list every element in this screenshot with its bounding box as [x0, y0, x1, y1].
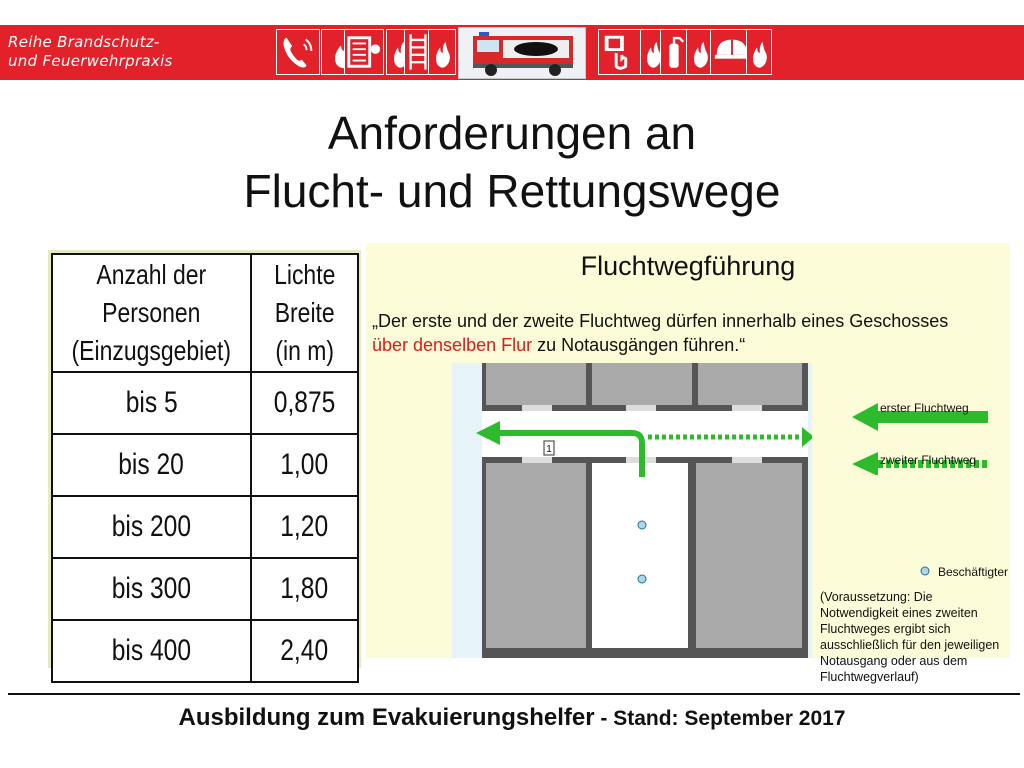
cell-persons-text: bis 5 [125, 386, 178, 419]
quote-line-2 [372, 333, 948, 357]
cell-width [251, 496, 358, 558]
lower-door-3 [732, 457, 762, 463]
legend-employee-marker [919, 565, 931, 577]
upper-door-2 [626, 405, 656, 411]
table-row [52, 496, 358, 558]
cell-width-text: 1,00 [280, 448, 329, 481]
lower-room-3 [696, 463, 802, 648]
alarm-button-icon [598, 29, 642, 75]
quote-highlight: über denselben Flur [372, 335, 533, 355]
upper-room-2 [592, 363, 692, 405]
cell-width-text: 0,875 [273, 386, 336, 419]
floor-plan [452, 363, 812, 658]
cell-persons [52, 558, 251, 620]
employee-marker-2 [638, 575, 646, 583]
legend-second-route-label: zweiter Fluchtweg [880, 453, 977, 467]
phone-icon [276, 29, 320, 75]
footer-course-title: Ausbildung zum Evakuierungshelfer [178, 704, 595, 731]
fire-flame-icon-6 [746, 29, 772, 75]
cell-width [251, 372, 358, 434]
legend-employee-label: Beschäftigter [938, 565, 1009, 579]
header-banner [0, 25, 1024, 80]
cell-width [251, 620, 358, 682]
cell-width-text: 1,80 [280, 572, 329, 605]
cell-width [251, 558, 358, 620]
table-row [52, 558, 358, 620]
lower-door-1 [522, 457, 552, 463]
series-title [8, 33, 173, 71]
regulation-quote [372, 309, 948, 357]
series-line-1: Reihe Brandschutz- [8, 33, 160, 51]
cell-persons-text: bis 300 [111, 572, 191, 605]
upper-room-1 [486, 363, 586, 405]
persons-width-table [51, 253, 359, 683]
exit-sign-label: 1 [546, 444, 552, 455]
header-width [260, 254, 348, 372]
cell-persons-text: bis 400 [111, 634, 191, 667]
header-width-line-2: (in m) [274, 335, 334, 366]
slide-title [0, 104, 1024, 220]
header-persons [70, 254, 233, 372]
panel-heading: Fluchtwegführung [580, 251, 796, 281]
legend-first-route-label: erster Fluchtweg [880, 401, 969, 415]
table-row [52, 620, 358, 682]
cell-width [251, 434, 358, 496]
header-persons-line-2: (Einzugsgebiet) [71, 335, 232, 366]
footer [0, 704, 1024, 732]
legend-second-route-arrow [852, 452, 878, 475]
series-line-2: und Feuerwehrpraxis [8, 52, 173, 70]
title-line-2: Flucht- und Rettungswege [243, 165, 781, 217]
cell-persons [52, 434, 251, 496]
upper-door-3 [732, 405, 762, 411]
quote-line-1: „Der erste und der zweite Fluchtweg dürfen innerhalb eines Geschosses [372, 311, 949, 331]
cell-persons-text: bis 200 [111, 510, 191, 543]
header-persons-line-1: Anzahl der Personen [96, 259, 207, 328]
cell-persons-text: bis 20 [118, 448, 185, 481]
floor-plan-drawing [452, 363, 812, 658]
fire-truck-icon [458, 27, 586, 79]
extinguisher-icon [660, 29, 688, 75]
lower-room-1 [486, 463, 586, 648]
upper-room-3 [698, 363, 802, 405]
persons-width-table-frame [48, 250, 361, 668]
quote-rest: zu Notausgängen führen.“ [532, 335, 746, 355]
title-line-1: Anforderungen an [327, 107, 697, 159]
table-row [52, 434, 358, 496]
footer-date: - Stand: September 2017 [594, 707, 846, 730]
precondition-note: (Voraussetzung: Die Notwendigkeit eines zweiten Fluchtweges ergibt sich ausschließlich für den jeweiligen Notausgang oder aus dem Fluchtwegverlauf) [820, 590, 1000, 684]
cell-persons [52, 620, 251, 682]
upper-door-1 [522, 405, 552, 411]
employee-marker-1 [638, 521, 646, 529]
table-row [52, 372, 358, 434]
header-width-line-1: Lichte Breite [273, 259, 335, 328]
table-header-row [52, 254, 358, 372]
escape-route-panel [366, 243, 1010, 684]
footer-divider [8, 693, 1020, 695]
cell-width-text: 2,40 [280, 634, 329, 667]
fire-flame-icon-3 [428, 29, 456, 75]
cell-width-text: 1,20 [280, 510, 329, 543]
hose-reel-icon [344, 29, 384, 75]
lower-room-2 [592, 463, 688, 648]
cell-persons [52, 496, 251, 558]
cell-persons [52, 372, 251, 434]
